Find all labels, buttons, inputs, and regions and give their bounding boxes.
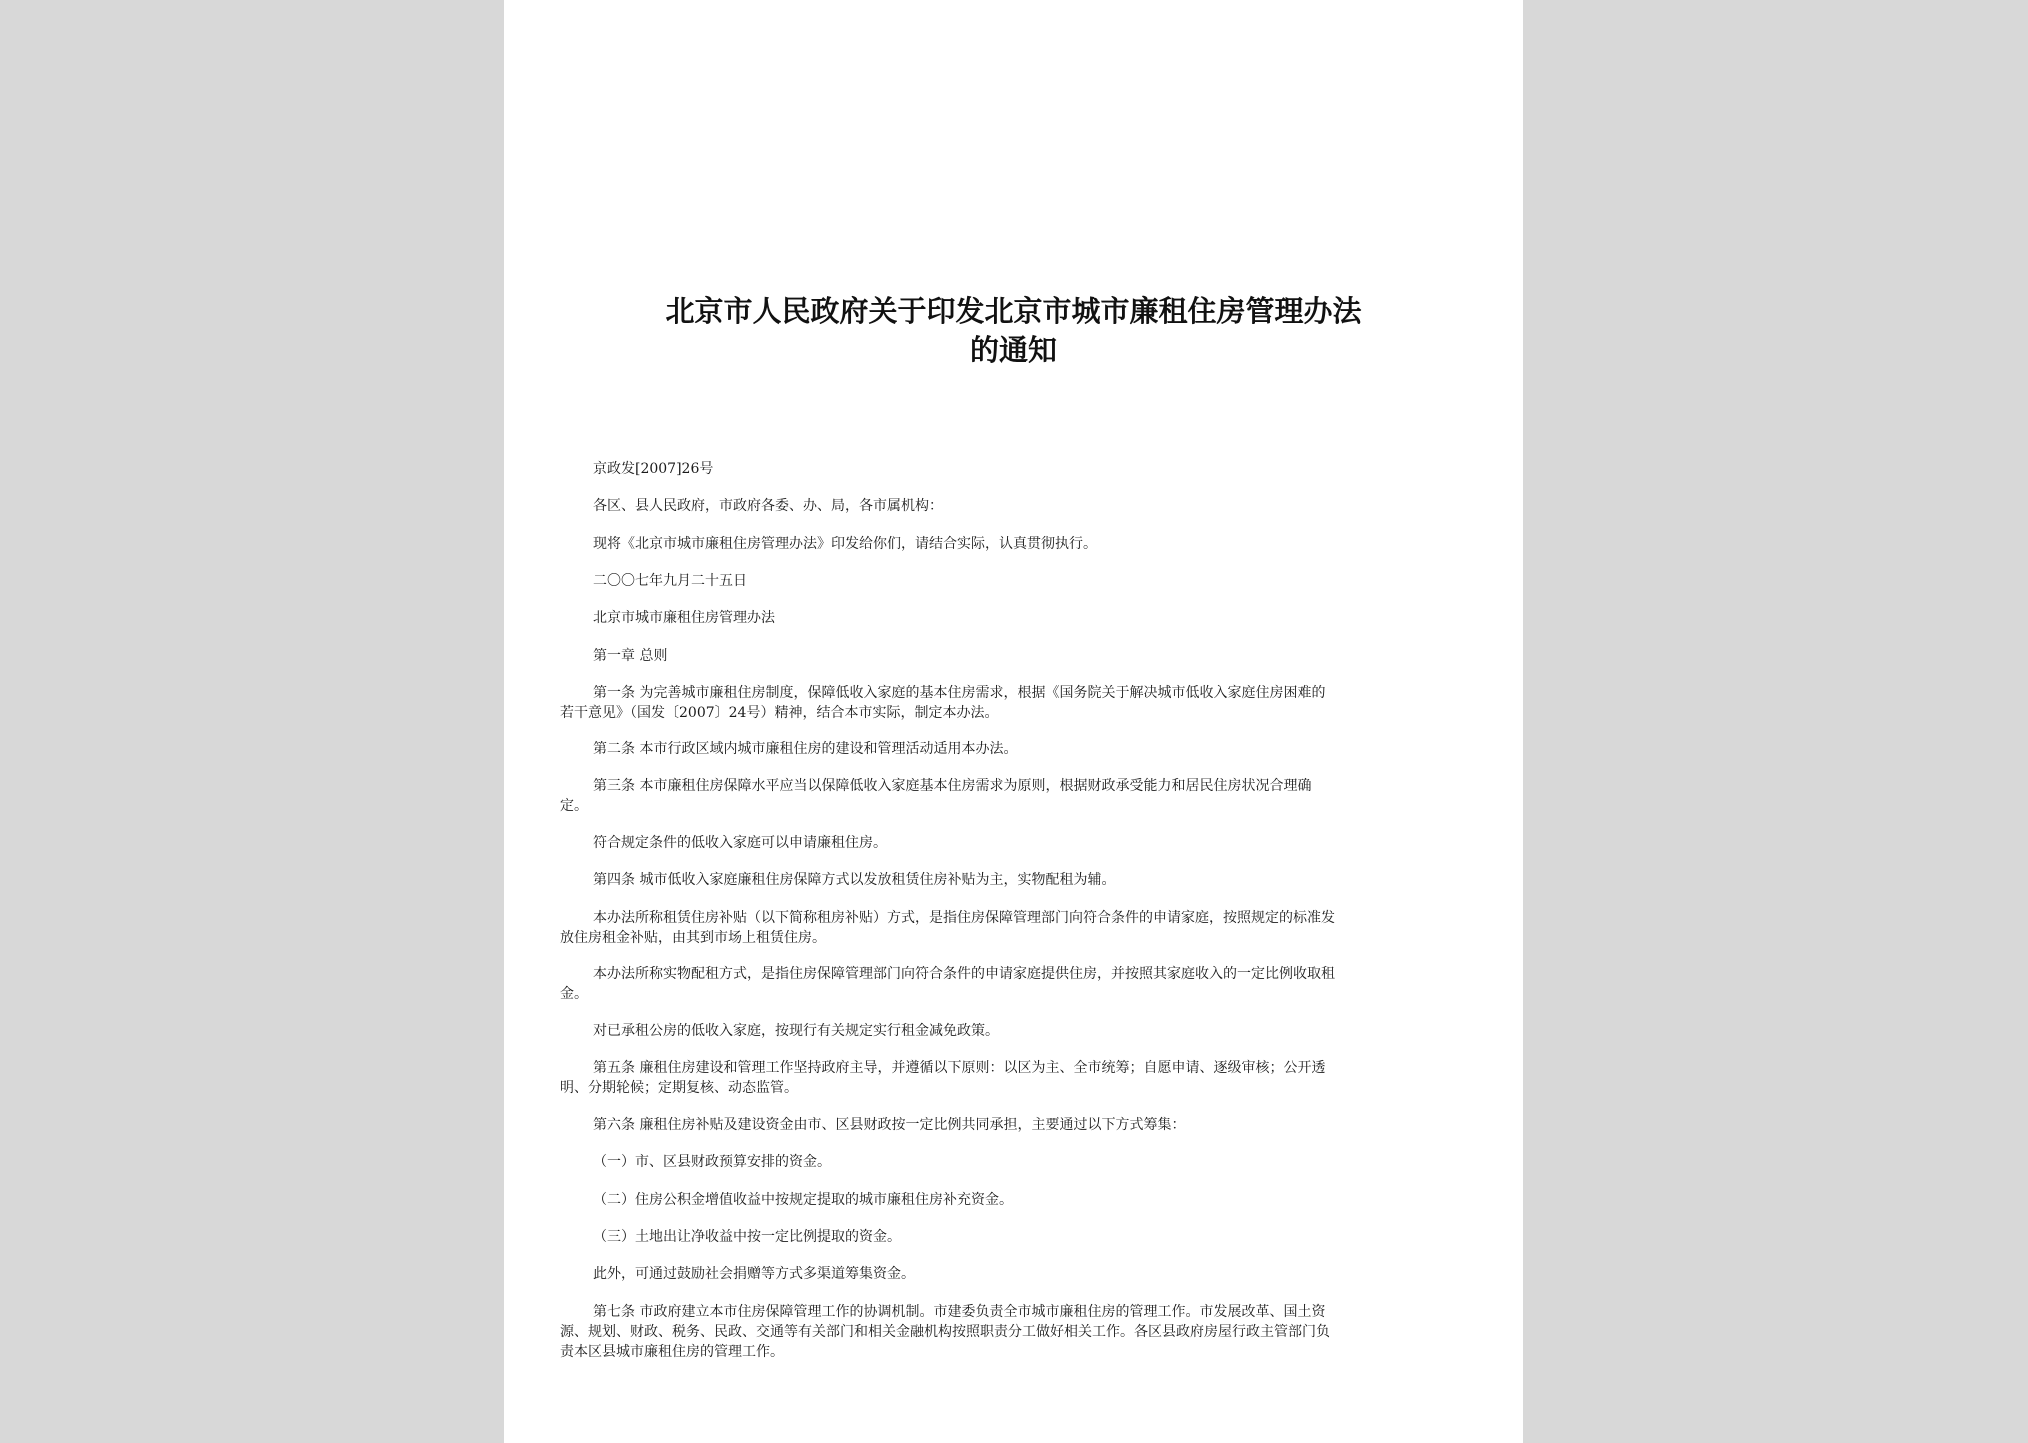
paragraph [560, 534, 1468, 554]
paragraph-line: 北京市城市廉租住房管理办法 [593, 610, 775, 626]
paragraph-line: 第七条 市政府建立本市住房保障管理工作的协调机制。市建委负责全市城市廉租住房的管理工作。市发展改革、国土资 [593, 1304, 1326, 1320]
paragraph-line: 第一条 为完善城市廉租住房制度，保障低收入家庭的基本住房需求，根据《国务院关于解决城市低收入家庭住房困难的 [593, 685, 1326, 701]
paragraph [560, 1115, 1468, 1135]
paragraph [560, 459, 1468, 479]
paragraph [560, 571, 1468, 591]
document-title [564, 292, 1463, 370]
paragraph-line: 第五条 廉租住房建设和管理工作坚持政府主导，并遵循以下原则：以区为主、全市统筹；自愿申请、逐级审核；公开透 [593, 1060, 1326, 1076]
paragraph-line: 第一章 总则 [593, 648, 668, 664]
paragraph-line: 第二条 本市行政区域内城市廉租住房的建设和管理活动适用本办法。 [593, 741, 1018, 757]
paragraph [560, 646, 1468, 666]
paragraph [560, 739, 1468, 759]
title-line: 的通知 [969, 333, 1057, 367]
paragraph [560, 1021, 1468, 1041]
paragraph-line: 第四条 城市低收入家庭廉租住房保障方式以发放租赁住房补贴为主，实物配租为辅。 [593, 872, 1116, 888]
paragraph-line: 此外，可通过鼓励社会捐赠等方式多渠道筹集资金。 [593, 1266, 915, 1282]
paragraph [560, 833, 1468, 853]
paragraph [560, 908, 1468, 948]
paragraph [560, 1264, 1468, 1284]
paragraph [560, 496, 1468, 516]
paragraph-line: 二〇〇七年九月二十五日 [593, 573, 747, 589]
paragraph-line: 放住房租金补贴，由其到市场上租赁住房。 [560, 930, 826, 946]
paragraph-line: 明、分期轮候；定期复核、动态监管。 [560, 1080, 798, 1096]
paragraph [560, 683, 1468, 723]
paragraph-line: 定。 [560, 798, 588, 814]
paragraph [560, 1152, 1468, 1172]
paragraph-line: 金。 [560, 986, 588, 1002]
paragraph-line: 本办法所称租赁住房补贴（以下简称租房补贴）方式，是指住房保障管理部门向符合条件的申请家庭，按照规定的标准发 [593, 910, 1335, 926]
paragraph [560, 870, 1468, 890]
paragraph-line: 源、规划、财政、税务、民政、交通等有关部门和相关金融机构按照职责分工做好相关工作。各区县政府房屋行政主管部门负 [560, 1324, 1330, 1340]
paragraph-line: 符合规定条件的低收入家庭可以申请廉租住房。 [593, 835, 887, 851]
paragraph-line: （三）土地出让净收益中按一定比例提取的资金。 [593, 1229, 901, 1245]
paragraph [560, 964, 1468, 1004]
paragraph [560, 608, 1468, 628]
paragraph [560, 776, 1468, 816]
paragraph-line: （二）住房公积金增值收益中按规定提取的城市廉租住房补充资金。 [593, 1192, 1013, 1208]
paragraph-line: 第六条 廉租住房补贴及建设资金由市、区县财政按一定比例共同承担，主要通过以下方式筹集： [593, 1117, 1186, 1133]
paragraph-line: 本办法所称实物配租方式，是指住房保障管理部门向符合条件的申请家庭提供住房，并按照其家庭收入的一定比例收取租 [593, 966, 1335, 982]
paragraph-line: 各区、县人民政府，市政府各委、办、局，各市属机构： [593, 498, 943, 514]
paragraph-line: 对已承租公房的低收入家庭，按现行有关规定实行租金减免政策。 [593, 1023, 999, 1039]
paragraph-line: 京政发[2007]26号 [593, 461, 714, 477]
title-line: 北京市人民政府关于印发北京市城市廉租住房管理办法 [665, 294, 1362, 328]
document-page [504, 0, 1523, 1443]
paragraph [560, 1058, 1468, 1098]
paragraph [560, 1227, 1468, 1247]
paragraph [560, 1190, 1468, 1210]
paragraph [560, 1302, 1468, 1362]
paragraph-line: （一）市、区县财政预算安排的资金。 [593, 1154, 831, 1170]
paragraph-line: 现将《北京市城市廉租住房管理办法》印发给你们，请结合实际，认真贯彻执行。 [593, 536, 1097, 552]
paragraph-line: 第三条 本市廉租住房保障水平应当以保障低收入家庭基本住房需求为原则，根据财政承受能力和居民住房状况合理确 [593, 778, 1312, 794]
paragraph-line: 责本区县城市廉租住房的管理工作。 [560, 1344, 784, 1360]
paragraph-line: 若干意见》（国发〔2007〕24号）精神，结合本市实际，制定本办法。 [560, 705, 999, 721]
